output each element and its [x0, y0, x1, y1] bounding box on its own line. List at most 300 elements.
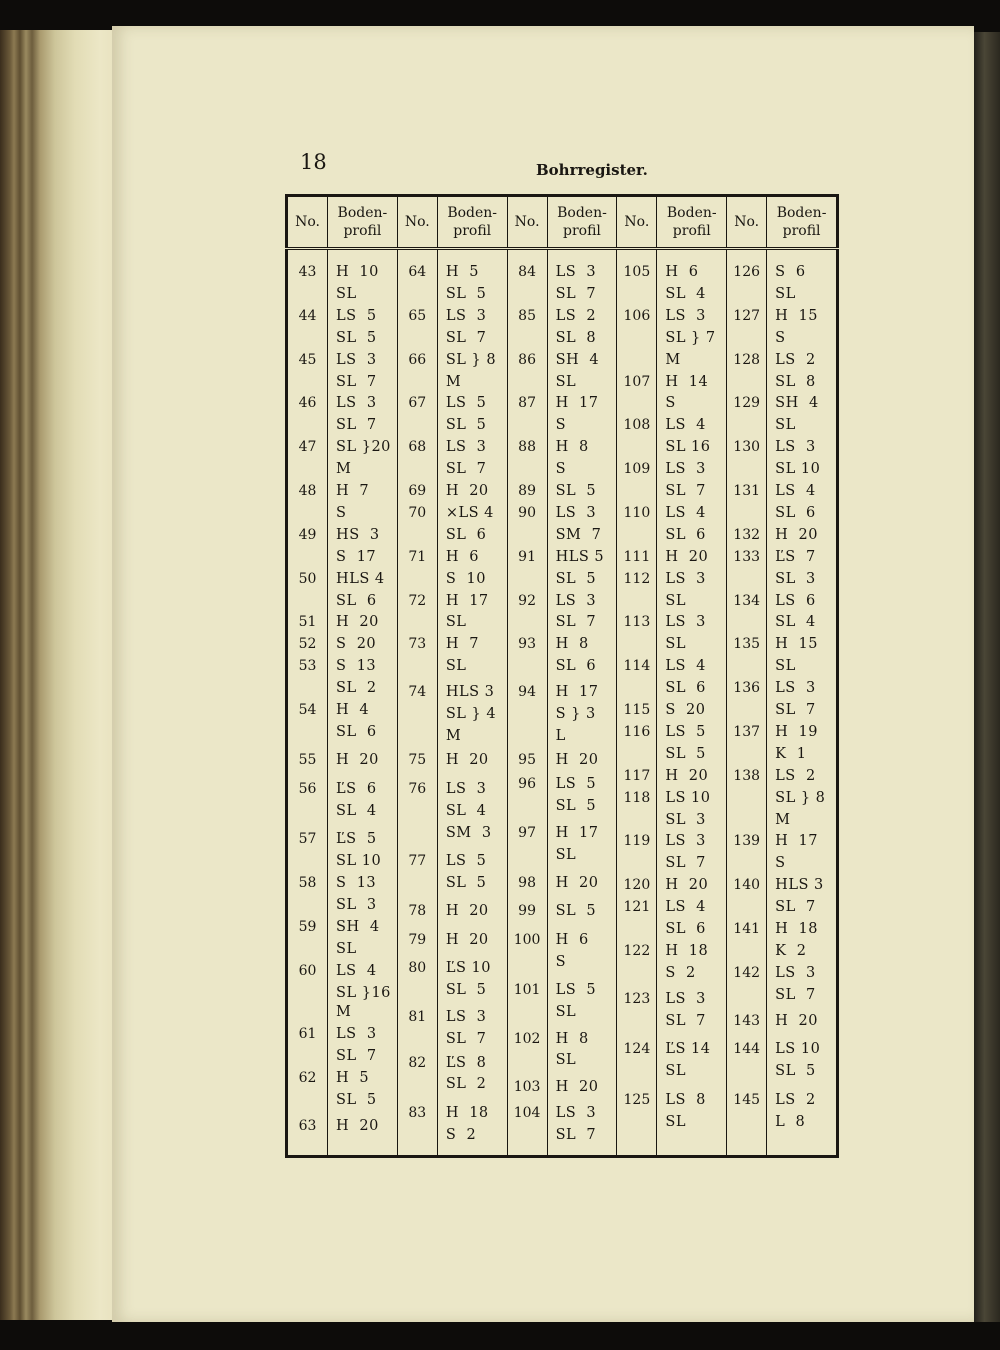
table-body-row: [287, 249, 838, 1157]
borehole-number: 76: [408, 780, 427, 797]
borehole-number: 65: [408, 307, 427, 324]
soil-profile-entry: SL: [775, 417, 796, 434]
soil-profile-entry: SL: [555, 373, 577, 390]
soil-profile-entry: H 5: [445, 264, 479, 280]
profile-column-5: [767, 249, 838, 1157]
soil-profile-entry: SL 7: [555, 285, 597, 302]
soil-profile-entry: LS 3: [445, 307, 487, 324]
borehole-number: 57: [298, 831, 317, 848]
no-column-2: [397, 249, 437, 1157]
soil-profile-entry: H 8: [555, 439, 589, 456]
soil-profile-entry: H 7: [336, 483, 370, 499]
soil-profile-entry: SL 5: [336, 329, 377, 346]
soil-profile-entry: LS 8: [665, 1091, 706, 1108]
borehole-number: 58: [298, 875, 317, 891]
borehole-number: 104: [513, 1104, 541, 1121]
header-profile: Boden- profil: [657, 196, 727, 249]
soil-profile-entry: SL 2: [445, 1076, 487, 1093]
borehole-number: 68: [408, 439, 427, 456]
borehole-number: 101: [513, 982, 541, 999]
soil-profile-entry: SL: [665, 592, 686, 609]
soil-profile-entry: H 20: [555, 752, 599, 769]
soil-profile-entry: LS 3: [665, 461, 706, 478]
borehole-number: 77: [408, 853, 427, 870]
soil-profile-entry: LS 3: [445, 439, 487, 456]
borehole-number: 73: [408, 636, 427, 653]
borehole-number: 99: [518, 903, 536, 920]
borehole-number: 80: [408, 960, 427, 977]
soil-profile-entry: SL: [665, 1063, 686, 1080]
soil-profile-entry: H 14: [665, 373, 709, 390]
soil-profile-entry: H 7: [445, 636, 479, 653]
soil-profile-entry: SL 7: [445, 329, 487, 346]
borehole-number: 131: [733, 483, 761, 499]
soil-profile-entry: H 18: [665, 942, 709, 959]
soil-profile-entry: H 20: [445, 903, 489, 920]
soil-profile-entry: SL }16: [336, 984, 391, 1001]
soil-profile-entry: LS 5: [555, 776, 597, 793]
header-no: No.: [287, 196, 328, 249]
soil-profile-entry: S 2: [665, 964, 696, 981]
soil-profile-entry: H 20: [775, 1012, 818, 1029]
header-profile: Boden- profil: [767, 196, 838, 249]
soil-profile-entry: LS 5: [336, 307, 377, 324]
borehole-number: 95: [518, 752, 536, 769]
borehole-number: 56: [298, 780, 317, 797]
soil-profile-entry: SL 7: [445, 461, 487, 478]
soil-profile-entry: LS 3: [445, 1008, 487, 1025]
soil-profile-entry: SL: [555, 1004, 577, 1021]
soil-profile-entry: SL 5: [665, 745, 706, 762]
soil-profile-entry: SL 10: [336, 853, 382, 870]
soil-profile-entry: LS 3: [336, 1026, 377, 1043]
soil-profile-entry: SL: [665, 636, 686, 653]
soil-profile-entry: ×LS 4: [445, 504, 494, 521]
soil-profile-entry: SL: [665, 1113, 686, 1130]
borehole-number: 122: [623, 942, 651, 959]
header-profile: Boden- profil: [437, 196, 507, 249]
borehole-number: 81: [408, 1008, 427, 1025]
borehole-number: 112: [623, 570, 651, 587]
soil-profile-entry: H 17: [555, 824, 599, 841]
borehole-number: 61: [298, 1026, 317, 1043]
soil-profile-entry: H 20: [336, 614, 379, 631]
no-column-3: [507, 249, 547, 1157]
soil-profile-entry: H 15: [775, 636, 818, 653]
soil-profile-entry: SH 4: [775, 395, 819, 412]
soil-profile-entry: LS 2: [775, 351, 816, 368]
soil-profile-entry: LS 3: [555, 504, 597, 521]
soil-profile-entry: S: [775, 855, 786, 872]
soil-profile-entry: HLS 3: [775, 877, 824, 894]
borehole-number: 82: [408, 1054, 427, 1071]
no-column-1: [287, 249, 328, 1157]
soil-profile-entry: LS 2: [555, 307, 597, 324]
borehole-number: 108: [623, 417, 651, 434]
soil-profile-entry: H 20: [665, 767, 709, 784]
soil-profile-entry: LS 3: [775, 680, 816, 697]
soil-profile-entry: LS 3: [665, 833, 706, 850]
soil-profile-entry: SL }20: [336, 439, 391, 456]
borehole-number: 143: [733, 1012, 761, 1029]
soil-profile-entry: H 4: [336, 702, 370, 718]
soil-profile-entry: SL 7: [555, 1126, 597, 1143]
soil-profile-entry: LS 3: [445, 780, 487, 797]
soil-profile-entry: SL 7: [775, 702, 816, 718]
soil-profile-entry: SL 7: [336, 373, 377, 390]
soil-profile-entry: HLS 3: [445, 684, 495, 701]
soil-profile-entry: H 20: [336, 752, 379, 769]
soil-profile-entry: SL 7: [665, 1012, 706, 1029]
soil-profile-entry: S: [555, 953, 567, 970]
borehole-number: 129: [733, 395, 761, 412]
soil-profile-entry: SL 5: [555, 903, 597, 920]
soil-profile-entry: LS 2: [775, 1091, 816, 1108]
borehole-number: 90: [518, 504, 536, 521]
soil-profile-entry: SL 6: [665, 921, 706, 937]
soil-profile-entry: H 17: [555, 684, 599, 701]
soil-profile-entry: HLS 4: [336, 570, 385, 587]
soil-profile-entry: M: [775, 811, 791, 828]
soil-profile-entry: H 8: [555, 636, 589, 653]
borehole-number: 121: [623, 899, 651, 916]
borehole-number: 132: [733, 526, 761, 543]
borehole-number: 44: [298, 307, 317, 324]
soil-profile-entry: S 2: [445, 1126, 477, 1143]
soil-profile-entry: LS 5: [445, 395, 487, 412]
borehole-number: 71: [408, 548, 427, 565]
borehole-number: 138: [733, 767, 761, 784]
soil-profile-entry: H 18: [445, 1104, 489, 1121]
soil-profile-entry: M: [665, 351, 681, 368]
soil-profile-entry: L 8: [775, 1113, 806, 1130]
borehole-number: 50: [298, 570, 317, 587]
profile-column-4: [657, 249, 727, 1157]
soil-profile-entry: SL 8: [775, 373, 816, 390]
soil-profile-entry: LS 10: [775, 1041, 821, 1058]
borehole-number: 91: [518, 548, 536, 565]
borehole-number: 85: [518, 307, 536, 324]
borehole-number: 144: [733, 1041, 761, 1058]
soil-profile-entry: SL 3: [336, 896, 377, 913]
header-no: No.: [397, 196, 437, 249]
header-no: No.: [727, 196, 767, 249]
borehole-number: 48: [298, 483, 317, 499]
soil-profile-entry: LS 4: [665, 504, 706, 521]
borehole-number: 141: [733, 921, 761, 937]
soil-profile-entry: SL 16: [665, 439, 711, 456]
borehole-number: 84: [518, 264, 536, 280]
borehole-number: 78: [408, 903, 427, 920]
soil-profile-entry: SL 5: [445, 982, 487, 999]
soil-profile-entry: SL 5: [555, 798, 597, 815]
soil-profile-entry: SL 8: [555, 329, 597, 346]
soil-profile-entry: SL 7: [336, 1048, 377, 1065]
soil-profile-entry: LS 6: [775, 592, 816, 609]
header-no: No.: [617, 196, 657, 249]
soil-profile-entry: SM 3: [445, 824, 492, 841]
soil-profile-entry: K 2: [775, 942, 807, 959]
soil-profile-entry: K 1: [775, 745, 807, 762]
borehole-register-table: [285, 194, 839, 1158]
soil-profile-entry: SL 4: [665, 285, 706, 302]
soil-profile-entry: H 6: [445, 548, 479, 565]
borehole-number: 94: [518, 684, 536, 701]
soil-profile-entry: LS 4: [336, 962, 377, 979]
borehole-number: 123: [623, 991, 651, 1008]
borehole-number: 100: [513, 931, 541, 948]
soil-profile-entry: H 15: [775, 307, 818, 324]
borehole-number: 89: [518, 483, 536, 499]
soil-profile-entry: SL 5: [555, 570, 597, 587]
borehole-number: 54: [298, 702, 317, 718]
soil-profile-entry: SL 5: [445, 285, 487, 302]
soil-profile-entry: SL: [775, 285, 796, 302]
soil-profile-entry: SL 6: [555, 658, 597, 675]
soil-profile-entry: S } 3: [555, 706, 596, 723]
borehole-number: 116: [623, 723, 651, 740]
soil-profile-entry: SL 5: [336, 1091, 377, 1108]
borehole-number: 136: [733, 680, 761, 697]
soil-profile-entry: SL 7: [555, 614, 597, 631]
soil-profile-entry: SL 5: [775, 1063, 816, 1080]
soil-profile-entry: LS 3: [665, 991, 706, 1008]
soil-profile-entry: H 20: [775, 526, 818, 543]
soil-profile-entry: SM 7: [555, 526, 602, 543]
borehole-number: 72: [408, 592, 427, 609]
soil-profile-entry: LS 5: [665, 723, 706, 740]
borehole-number: 70: [408, 504, 427, 521]
borehole-number: 92: [518, 592, 536, 609]
soil-profile-entry: LS 5: [445, 853, 487, 870]
borehole-number: 96: [518, 776, 536, 793]
borehole-number: 139: [733, 833, 761, 850]
soil-profile-entry: S: [336, 504, 347, 521]
soil-profile-entry: H 5: [336, 1069, 370, 1086]
borehole-number: 97: [518, 824, 536, 841]
borehole-number: 98: [518, 875, 536, 891]
borehole-number: 62: [298, 1069, 317, 1086]
soil-profile-entry: H 19: [775, 723, 818, 740]
soil-profile-entry: SL: [775, 658, 796, 675]
borehole-number: 107: [623, 373, 651, 390]
soil-profile-entry: SL 7: [775, 899, 816, 916]
borehole-number: 128: [733, 351, 761, 368]
soil-profile-entry: H 20: [445, 931, 489, 948]
soil-profile-entry: SH 4: [555, 351, 600, 368]
running-header: Bohrregister.: [536, 161, 648, 179]
soil-profile-entry: SH 4: [336, 918, 380, 935]
borehole-number: 124: [623, 1041, 651, 1058]
soil-profile-entry: ĽS 7: [775, 548, 816, 565]
borehole-number: 43: [298, 264, 317, 280]
soil-profile-entry: ĽS 10: [445, 960, 491, 977]
soil-profile-entry: H 8: [555, 1030, 589, 1047]
table-header-row: [287, 196, 838, 249]
soil-profile-entry: LS 4: [665, 417, 706, 434]
soil-profile-entry: H 17: [445, 592, 489, 609]
soil-profile-entry: LS 3: [336, 351, 377, 368]
borehole-number: 125: [623, 1091, 651, 1108]
borehole-number: 66: [408, 351, 427, 368]
soil-profile-entry: S: [555, 417, 567, 434]
soil-profile-entry: SL 7: [775, 986, 816, 1003]
borehole-number: 51: [298, 614, 317, 631]
soil-profile-entry: SL 6: [665, 526, 706, 543]
borehole-number: 102: [513, 1030, 541, 1047]
borehole-number: 87: [518, 395, 536, 412]
borehole-number: 130: [733, 439, 761, 456]
borehole-number: 106: [623, 307, 651, 324]
soil-profile-entry: LS 4: [775, 483, 816, 499]
borehole-number: 110: [623, 504, 651, 521]
soil-profile-entry: SL 7: [665, 855, 706, 872]
soil-profile-entry: SL 5: [445, 875, 487, 891]
profile-column-2: [437, 249, 507, 1157]
soil-profile-entry: H 20: [665, 877, 709, 894]
soil-profile-entry: H 20: [445, 752, 489, 769]
borehole-number: 109: [623, 461, 651, 478]
borehole-number: 63: [298, 1118, 317, 1135]
soil-profile-entry: H 10: [336, 264, 379, 280]
soil-profile-entry: S 13: [336, 875, 377, 891]
soil-profile-entry: LS 3: [775, 964, 816, 981]
soil-profile-entry: SL: [336, 285, 357, 302]
soil-profile-entry: SL 6: [445, 526, 487, 543]
soil-profile-entry: SL 7: [445, 1030, 487, 1047]
borehole-number: 88: [518, 439, 536, 456]
soil-profile-entry: SL 7: [336, 417, 377, 434]
borehole-number: 145: [733, 1091, 761, 1108]
soil-profile-entry: SL: [555, 1052, 577, 1069]
soil-profile-entry: ĽS 8: [445, 1054, 487, 1071]
borehole-number: 137: [733, 723, 761, 740]
soil-profile-entry: H 17: [555, 395, 599, 412]
soil-profile-entry: LS 4: [665, 658, 706, 675]
soil-profile-entry: SL 6: [336, 723, 377, 740]
soil-profile-entry: M: [336, 461, 352, 478]
soil-profile-entry: LS 3: [555, 592, 597, 609]
borehole-number: 75: [408, 752, 427, 769]
soil-profile-entry: SL 5: [445, 417, 487, 434]
soil-profile-entry: ĽS 14: [665, 1041, 711, 1058]
borehole-number: 118: [623, 789, 651, 806]
soil-profile-entry: LS 3: [665, 307, 706, 324]
soil-profile-entry: H 20: [555, 875, 599, 891]
borehole-number: 59: [298, 918, 317, 935]
soil-profile-entry: LS 3: [775, 439, 816, 456]
soil-profile-entry: HLS 5: [555, 548, 605, 565]
soil-profile-entry: LS 3: [665, 614, 706, 631]
soil-profile-entry: S: [665, 395, 676, 412]
soil-profile-entry: LS 2: [775, 767, 816, 784]
soil-profile-entry: LS 3: [665, 570, 706, 587]
borehole-number: 83: [408, 1104, 427, 1121]
soil-profile-entry: LS 4: [665, 899, 706, 916]
soil-profile-entry: SL 10: [775, 461, 821, 478]
borehole-number: 46: [298, 395, 317, 412]
borehole-number: 135: [733, 636, 761, 653]
soil-profile-entry: S 20: [665, 702, 706, 718]
borehole-number: 134: [733, 592, 761, 609]
soil-profile-entry: SL: [445, 658, 467, 675]
soil-profile-entry: ĽS 5: [336, 831, 377, 848]
soil-profile-entry: S 17: [336, 548, 377, 565]
borehole-number: 127: [733, 307, 761, 324]
borehole-number: 55: [298, 752, 317, 769]
header-no: No.: [507, 196, 547, 249]
soil-profile-entry: SL } 8: [445, 351, 497, 368]
borehole-number: 52: [298, 636, 317, 653]
soil-profile-entry: H 20: [445, 483, 489, 499]
soil-profile-entry: SL 3: [775, 570, 816, 587]
soil-profile-entry: H 20: [336, 1118, 379, 1135]
soil-profile-entry: SL: [555, 846, 577, 863]
soil-profile-entry: HS 3: [336, 526, 380, 543]
borehole-number: 117: [623, 767, 651, 784]
soil-profile-entry: SL 5: [555, 483, 597, 499]
soil-profile-entry: H 17: [775, 833, 818, 850]
borehole-number: 105: [623, 264, 651, 280]
soil-profile-entry: M: [445, 373, 462, 390]
borehole-number: 111: [623, 548, 651, 565]
soil-profile-entry: SL 4: [775, 614, 816, 631]
soil-profile-entry: SL 6: [775, 504, 816, 521]
soil-profile-entry: SL 4: [445, 802, 487, 819]
soil-profile-entry: SL 4: [336, 802, 377, 819]
borehole-number: 79: [408, 931, 427, 948]
header-profile: Boden- profil: [547, 196, 617, 249]
borehole-number: 133: [733, 548, 761, 565]
soil-profile-entry: SL } 8: [775, 789, 826, 806]
borehole-number: 69: [408, 483, 427, 499]
soil-profile-entry: LS 5: [555, 982, 597, 999]
soil-profile-entry: M: [336, 1004, 352, 1021]
page-number: 18: [300, 150, 327, 174]
book-right-edge: [974, 32, 1000, 1322]
borehole-number: 53: [298, 658, 317, 675]
header-profile: Boden- profil: [328, 196, 398, 249]
soil-profile-entry: SL 2: [336, 680, 377, 697]
profile-column-1: [328, 249, 398, 1157]
book-left-page-edges: [0, 30, 112, 1320]
soil-profile-entry: LS 10: [665, 789, 711, 806]
borehole-number: 120: [623, 877, 651, 894]
no-column-5: [727, 249, 767, 1157]
soil-profile-entry: SL: [445, 614, 467, 631]
borehole-number: 64: [408, 264, 427, 280]
soil-profile-entry: LS 3: [555, 1104, 597, 1121]
borehole-number: 67: [408, 395, 427, 412]
soil-profile-entry: S 20: [336, 636, 377, 653]
soil-profile-entry: S 13: [336, 658, 377, 675]
soil-profile-entry: SL 3: [665, 811, 706, 828]
soil-profile-entry: H 20: [665, 548, 709, 565]
borehole-number: 74: [408, 684, 427, 701]
borehole-number: 115: [623, 702, 651, 718]
soil-profile-entry: SL 6: [336, 592, 377, 609]
soil-profile-entry: S: [775, 329, 786, 346]
soil-profile-entry: S: [555, 461, 567, 478]
borehole-number: 47: [298, 439, 317, 456]
soil-profile-entry: SL: [336, 940, 357, 957]
borehole-number: 60: [298, 962, 317, 979]
borehole-number: 103: [513, 1078, 541, 1095]
soil-profile-entry: L: [555, 728, 566, 745]
borehole-number: 93: [518, 636, 536, 653]
borehole-number: 119: [623, 833, 651, 850]
soil-profile-entry: ĽS 6: [336, 780, 377, 797]
